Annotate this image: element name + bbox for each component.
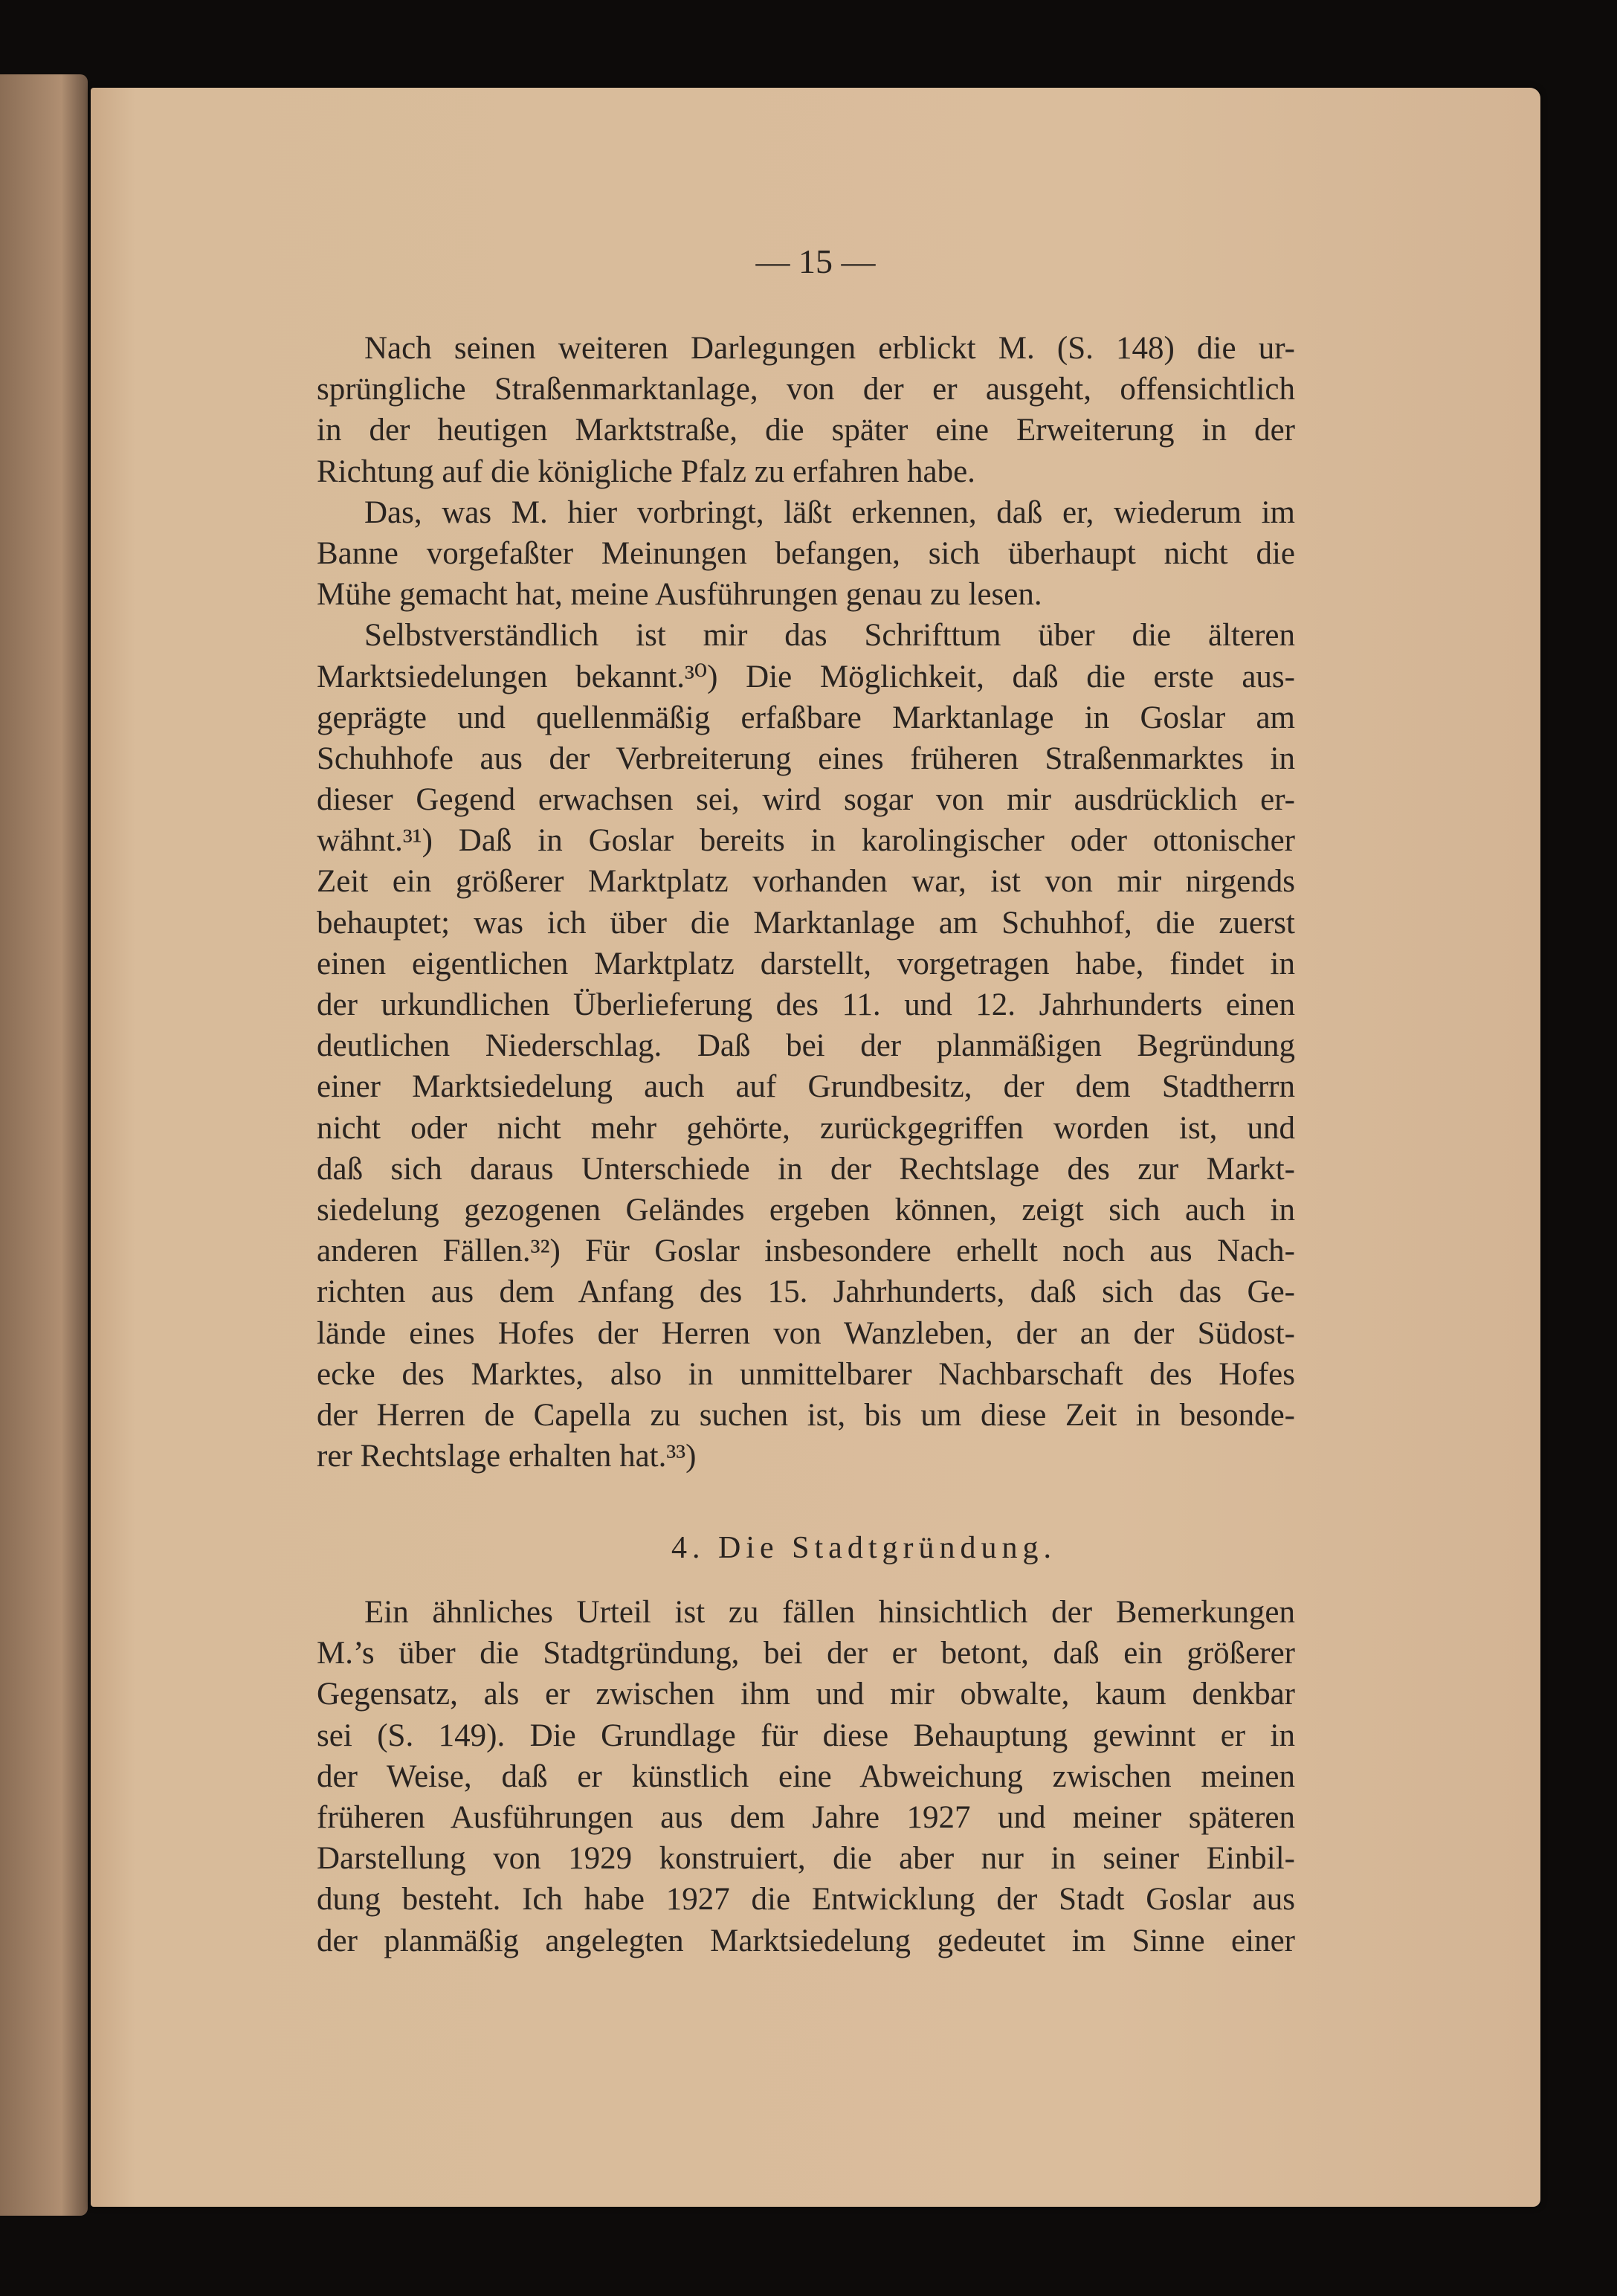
text-line: Gegensatz, als er zwischen ihm und mir obwalte, kaum denkbar xyxy=(317,1677,1295,1712)
section-heading: 4. Die Stadtgründung. xyxy=(671,1531,1056,1565)
text-line: in der heutigen Marktstraße, die später eine Erweiterung in der xyxy=(317,413,1295,448)
text-line: richten aus dem Anfang des 15. Jahrhunderts, daß sich das Ge- xyxy=(317,1274,1295,1310)
text-line: sprüngliche Straßenmarktanlage, von der er ausgeht, offensichtlich xyxy=(317,372,1295,407)
text-line: lände eines Hofes der Herren von Wanzleben, der an der Südost- xyxy=(317,1315,1295,1351)
text-line: nicht oder nicht mehr gehörte, zurückgegriffen worden ist, und xyxy=(317,1110,1295,1146)
text-line: geprägte und quellenmäßig erfaßbare Marktanlage in Goslar am xyxy=(317,700,1295,735)
text-section-2 xyxy=(317,1592,1295,1961)
text-line: früheren Ausführungen aus dem Jahre 1927 und meiner späteren xyxy=(317,1799,1295,1835)
paragraph xyxy=(317,328,1295,492)
text-line: anderen Fällen.³²) Für Goslar insbesondere erhellt noch aus Nach- xyxy=(317,1234,1295,1269)
text-line: wähnt.³¹) Daß in Goslar bereits in karolingischer oder ottonischer xyxy=(317,823,1295,859)
text-line: behauptet; was ich über die Marktanlage am Schuhhof, die zuerst xyxy=(317,905,1295,941)
text-line: Das, was M. hier vorbringt, läßt erkennen, daß er, wiederum im xyxy=(364,494,1295,530)
text-line: Selbstverständlich ist mir das Schrifttum über die älteren xyxy=(364,618,1295,654)
text-line: daß sich daraus Unterschiede in der Rechtslage des zur Markt- xyxy=(317,1151,1295,1187)
text-line: Zeit ein größerer Marktplatz vorhanden war, ist von mir nirgends xyxy=(317,864,1295,900)
paragraph xyxy=(317,615,1295,1477)
text-line: der Herren de Capella zu suchen ist, bis um diese Zeit in besonde- xyxy=(317,1397,1295,1433)
text-line: Darstellung von 1929 konstruiert, die aber nur in seiner Einbil- xyxy=(317,1841,1295,1877)
text-line: Richtung auf die königliche Pfalz zu erfahren habe. xyxy=(317,454,975,489)
text-line: Nach seinen weiteren Darlegungen erblickt M. (S. 148) die ur- xyxy=(364,331,1295,366)
text-line: einen eigentlichen Marktplatz darstellt, vorgetragen habe, findet in xyxy=(317,946,1295,981)
adjacent-page-edge xyxy=(0,74,88,2216)
text-line: Mühe gemacht hat, meine Ausführungen genau zu lesen. xyxy=(317,577,1042,613)
text-line: ecke des Marktes, also in unmittelbarer Nachbarschaft des Hofes xyxy=(317,1356,1295,1392)
text-line: der planmäßig angelegten Marktsiedelung gedeutet im Sinne einer xyxy=(317,1923,1295,1958)
text-line: deutlichen Niederschlag. Daß bei der planmäßigen Begründung xyxy=(317,1028,1295,1064)
text-line: sei (S. 149). Die Grundlage für diese Behauptung gewinnt er in xyxy=(317,1718,1295,1753)
text-line: Schuhhofe aus der Verbreiterung eines früheren Straßenmarktes in xyxy=(317,741,1295,776)
text-section-1 xyxy=(317,328,1295,1477)
text-line: Marktsiedelungen bekannt.³⁰) Die Möglichkeit, daß die erste aus- xyxy=(317,659,1295,694)
text-line: dieser Gegend erwachsen sei, wird sogar von mir ausdrücklich er- xyxy=(317,782,1295,818)
text-line: einer Marktsiedelung auch auf Grundbesitz, der dem Stadtherrn xyxy=(317,1069,1295,1105)
text-line: M.’s über die Stadtgründung, bei der er betont, daß ein größerer xyxy=(317,1636,1295,1671)
text-line: Ein ähnliches Urteil ist zu fällen hinsichtlich der Bemerkungen xyxy=(364,1595,1295,1630)
paragraph xyxy=(317,1592,1295,1961)
text-line: siedelung gezogenen Geländes ergeben können, zeigt sich auch in xyxy=(317,1192,1295,1228)
text-line: rer Rechtslage erhalten hat.³³) xyxy=(317,1439,697,1474)
text-line: der Weise, daß er künstlich eine Abweichung zwischen meinen xyxy=(317,1758,1295,1794)
text-line: der urkundlichen Überlieferung des 11. und 12. Jahrhunderts einen xyxy=(317,987,1295,1022)
paragraph xyxy=(317,492,1295,616)
text-line: Banne vorgefaßter Meinungen befangen, sich überhaupt nicht die xyxy=(317,535,1295,571)
page-number: — 15 — xyxy=(755,242,876,280)
text-line: dung besteht. Ich habe 1927 die Entwicklung der Stadt Goslar aus xyxy=(317,1882,1295,1918)
